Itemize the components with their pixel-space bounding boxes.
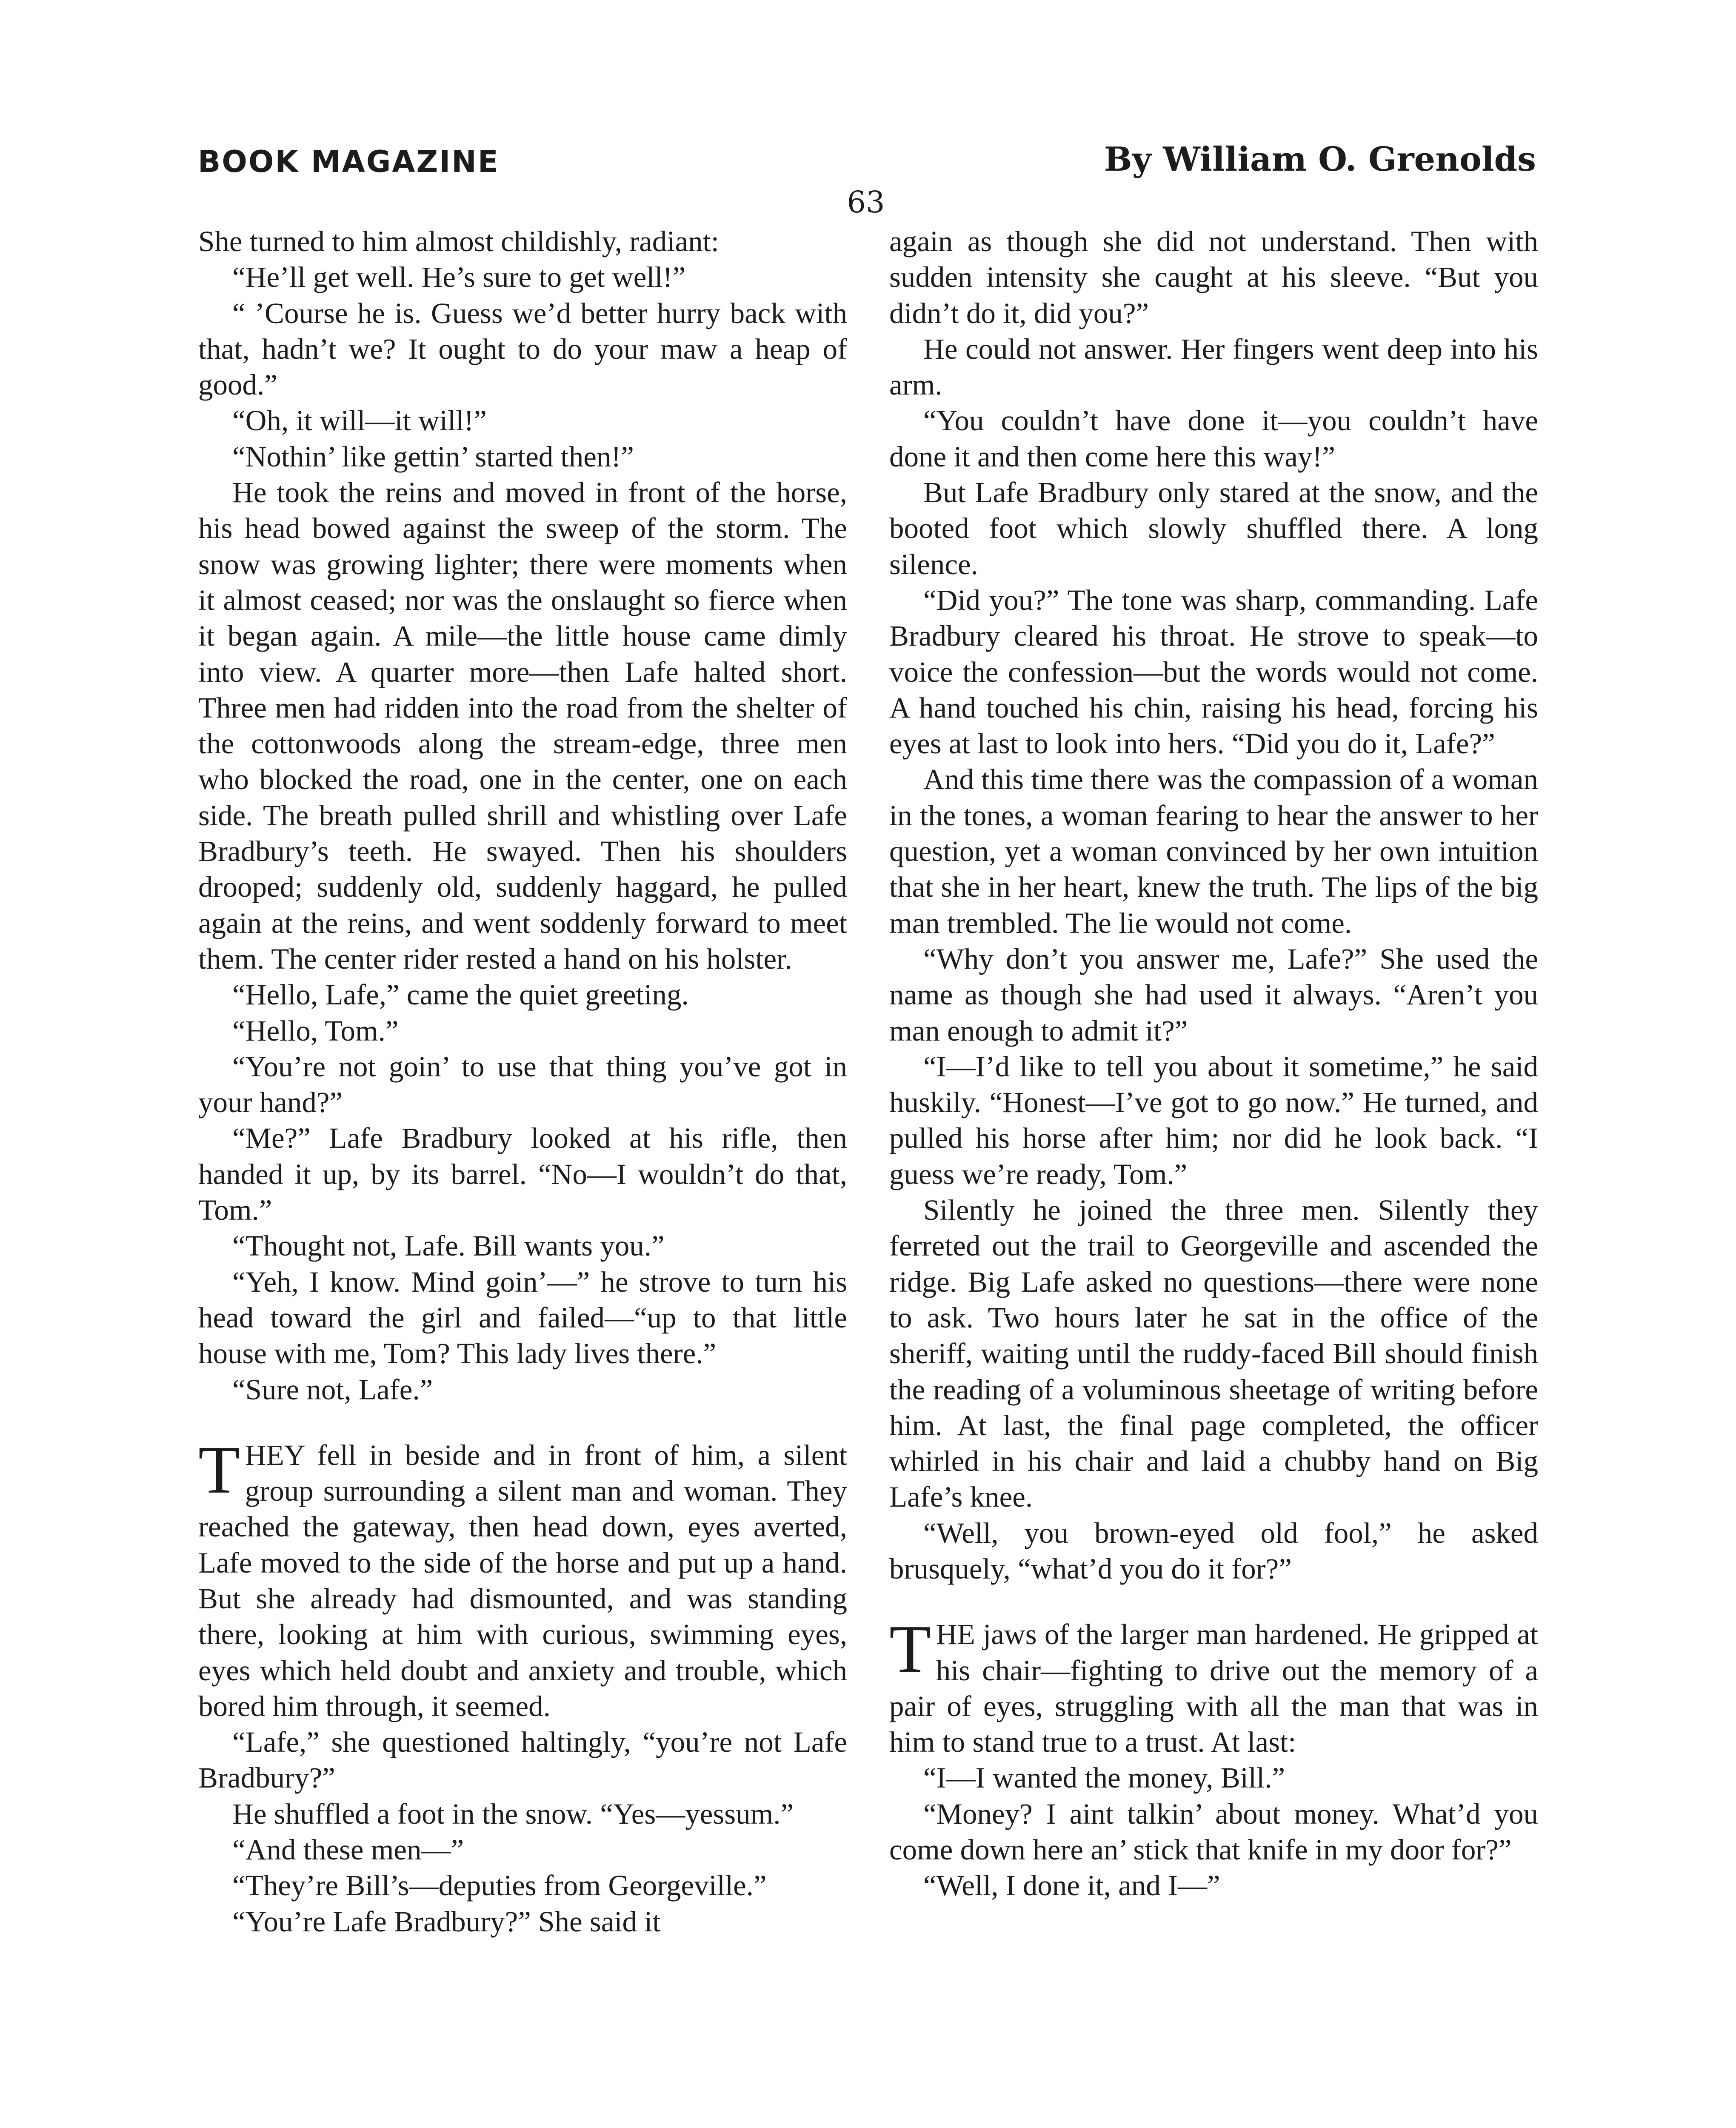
paragraph-text: “Thought not, Lafe. Bill wants you.” <box>232 1230 665 1262</box>
paragraph <box>889 582 1538 761</box>
paragraph <box>889 761 1538 941</box>
paragraph-text: “You’re Lafe Bradbury?” She said it <box>232 1905 661 1938</box>
paragraph <box>889 1515 1538 1587</box>
paragraph-text: “Me?” Lafe Bradbury looked at his rifle, then handed it up, by its barrel. “No—I wouldn’t do that, Tom.” <box>198 1122 847 1227</box>
paragraph <box>198 1724 847 1796</box>
paragraph <box>198 1372 847 1407</box>
magazine-title: BOOK MAGAZINE <box>198 144 500 179</box>
paragraph <box>889 1760 1538 1796</box>
paragraph-text: “Sure not, Lafe.” <box>232 1373 433 1406</box>
paragraph-text: “You couldn’t have done it—you couldn’t have done it and then come here this way!” <box>889 404 1538 473</box>
paragraph <box>198 403 847 438</box>
paragraph-text: “Oh, it will—it will!” <box>232 404 487 437</box>
paragraph <box>198 1431 847 1724</box>
author-byline: By William O. Grenolds <box>1104 140 1536 179</box>
paragraph <box>198 1832 847 1868</box>
paragraph-text: “Hello, Lafe,” came the quiet greeting. <box>232 978 689 1011</box>
drop-cap: T <box>889 1611 931 1687</box>
paragraph <box>889 1611 1538 1760</box>
paragraph <box>198 1904 847 1939</box>
paragraph-text: “Well, I done it, and I—” <box>923 1869 1220 1902</box>
paragraph-text: “And these men—” <box>232 1833 464 1866</box>
paragraph <box>198 475 847 977</box>
paragraph-text: “Why don’t you answer me, Lafe?” She used the name as though she had used it always. “Aren’t you man enough to admit it?” <box>889 942 1538 1047</box>
paragraph <box>198 295 847 403</box>
right-text-column <box>889 223 1538 1904</box>
paragraph-text: “ ’Course he is. Guess we’d better hurry back with that, hadn’t we? It ought to do your maw a heap of good.” <box>198 297 847 401</box>
paragraph-text: “They’re Bill’s—deputies from Georgeville.” <box>232 1869 767 1902</box>
paragraph-text: He shuffled a foot in the snow. “Yes—yessum.” <box>232 1797 794 1830</box>
paragraph <box>198 1264 847 1372</box>
paragraph-text: “Well, you brown-eyed old fool,” he asked brusquely, “what’d you do it for?” <box>889 1516 1538 1585</box>
paragraph-text: “Yeh, I know. Mind goin’—” he strove to turn his head toward the girl and failed—“up to that little house with me, Tom? This lady lives there.” <box>198 1265 847 1370</box>
paragraph-text: “Hello, Tom.” <box>232 1014 399 1047</box>
paragraph-text: “You’re not goin’ to use that thing you’ve got in your hand?” <box>198 1050 847 1119</box>
paragraph <box>198 1049 847 1121</box>
paragraph-text: “Lafe,” she questioned haltingly, “you’re not Lafe Bradbury?” <box>198 1726 847 1794</box>
paragraph <box>198 1868 847 1903</box>
paragraph <box>198 1013 847 1049</box>
paragraph <box>198 223 847 259</box>
paragraph-text: “I—I’d like to tell you about it sometime,” he said huskily. “Honest—I’ve got to go now.” He turned, and pulled his horse after him; nor did he look back. “I guess we’re ready, Tom.” <box>889 1050 1538 1190</box>
paragraph-text: “Nothin’ like gettin’ started then!” <box>232 440 634 473</box>
paragraph-text: He took the reins and moved in front of the horse, his head bowed against the sweep of the storm. The snow was growing lighter; there were moments when it almost ceased; nor was the onslaught so fierce when it began again. A mile—the little house came dimly into view. A quarter more—then Lafe halted short. Three men had ridden into the road from the shelter of the cottonwoods along the stream-edge, three men who blocked the road, one in the center, one on each side. The breath pulled shrill and whistling over Lafe Bradbury’s teeth. He swayed. Then his shoulders drooped; suddenly old, suddenly haggard, he pulled again at the reins, and went soddenly forward to meet them. The center rider rested a hand on his holster. <box>198 476 847 975</box>
paragraph <box>198 439 847 475</box>
paragraph <box>889 223 1538 331</box>
paragraph-text: “He’ll get well. He’s sure to get well!” <box>232 261 686 294</box>
paragraph <box>198 1228 847 1264</box>
paragraph-text: HE jaws of the larger man hardened. He gripped at his chair—fighting to drive out the memory of a pair of eyes, struggling with all the man that was in him to stand true to a trust. At last: <box>889 1618 1538 1759</box>
paragraph <box>198 977 847 1013</box>
paragraph <box>198 259 847 295</box>
paragraph-text: But Lafe Bradbury only stared at the snow, and the booted foot which slowly shuffled there. A long silence. <box>889 476 1538 581</box>
drop-cap: T <box>198 1431 240 1507</box>
paragraph <box>198 1120 847 1228</box>
paragraph-text: Silently he joined the three men. Silently they ferreted out the trail to Georgeville and ascended the ridge. Big Lafe asked no questions—there were none to ask. Two hours later he sat in the office of the sheriff, waiting until the ruddy-faced Bill should finish the reading of a voluminous sheetage of writing before him. At last, the final page completed, the officer whirled in his chair and laid a chubby hand on Big Lafe’s knee. <box>889 1194 1538 1513</box>
left-text-column <box>198 223 847 1939</box>
paragraph-text: He could not answer. Her fingers went deep into his arm. <box>889 332 1538 401</box>
paragraph-text: “Money? I aint talkin’ about money. What’d you come down here an’ stick that knife in my door for?” <box>889 1797 1538 1866</box>
paragraph-text: And this time there was the compassion of a woman in the tones, a woman fearing to hear the answer to her question, yet a woman convinced by her own intuition that she in her heart, knew the truth. The lips of the big man trembled. The lie would not come. <box>889 763 1538 939</box>
page-number: 63 <box>847 185 885 220</box>
paragraph-text: “I—I wanted the money, Bill.” <box>923 1762 1285 1794</box>
paragraph-text: “Did you?” The tone was sharp, commanding. Lafe Bradbury cleared his throat. He strove to speak—to voice the confession—but the words would not come. A hand touched his chin, raising his head, forcing his eyes at last to look into hers. “Did you do it, Lafe?” <box>889 583 1538 760</box>
paragraph <box>889 403 1538 475</box>
paragraph <box>889 941 1538 1049</box>
paragraph <box>889 1192 1538 1515</box>
paragraph <box>889 475 1538 582</box>
paragraph-text: again as though she did not understand. Then with sudden intensity she caught at his sleeve. “But you didn’t do it, did you?” <box>889 225 1538 329</box>
paragraph <box>889 331 1538 403</box>
paragraph <box>198 1796 847 1832</box>
paragraph-text: HEY fell in beside and in front of him, a silent group surrounding a silent man and woman. They reached the gateway, then head down, eyes averted, Lafe moved to the side of the horse and put up a hand. But she already had dismounted, and was standing there, looking at him with curious, swimming eyes, eyes which held doubt and anxiety and trouble, which bored him through, it seemed. <box>198 1439 847 1722</box>
paragraph <box>889 1049 1538 1192</box>
paragraph <box>889 1868 1538 1903</box>
paragraph <box>889 1796 1538 1868</box>
paragraph-text: She turned to him almost childishly, radiant: <box>198 225 719 257</box>
